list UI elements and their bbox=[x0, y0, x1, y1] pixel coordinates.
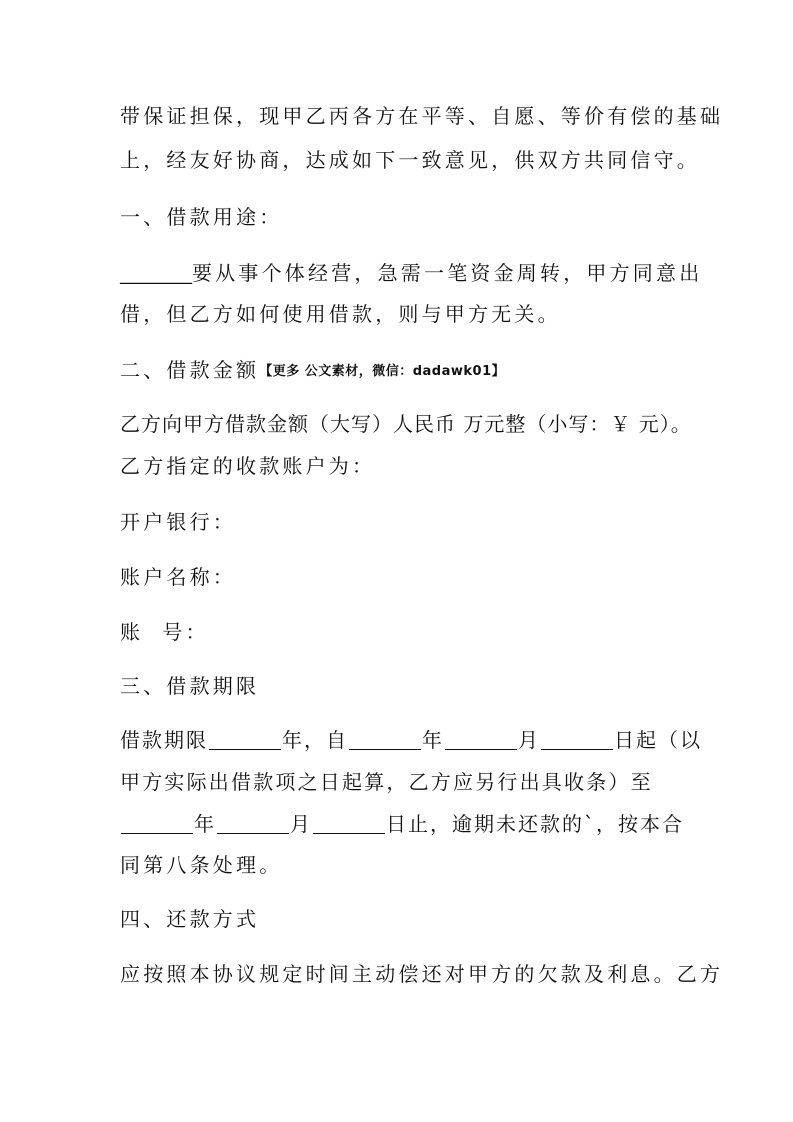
section-heading-amount bbox=[120, 356, 680, 386]
section-heading-repayment: 四、还款方式 bbox=[120, 907, 260, 931]
paragraph-line: 同第八条处理。 bbox=[120, 853, 283, 877]
blank-field: ________ bbox=[120, 264, 192, 285]
paragraph-text: 年，自 bbox=[282, 728, 348, 752]
paragraph-line: 应按照本协议规定时间主动偿还对甲方的欠款及利息。乙方 bbox=[120, 962, 724, 986]
section-heading-purpose: 一、借款用途： bbox=[120, 205, 283, 229]
paragraph-text: 借款期限 bbox=[120, 728, 208, 752]
paragraph-line bbox=[120, 726, 702, 754]
paragraph-line: 乙方指定的收款账户为： bbox=[120, 454, 376, 478]
heading-text: 二、借款金额 bbox=[120, 358, 260, 382]
paragraph-line: 乙方向甲方借款金额（大写）人民币 万元整（小写：￥ 元）。 bbox=[120, 412, 692, 436]
paragraph-line: 甲方实际出借款项之日起算，乙方应另行出具收条）至 bbox=[120, 770, 653, 794]
account-number-label: 账 号： bbox=[120, 620, 209, 644]
blank-field bbox=[209, 729, 281, 750]
paragraph-text: 年 bbox=[194, 812, 216, 836]
paragraph-text: 日起（以 bbox=[614, 728, 702, 752]
paragraph-line bbox=[120, 810, 684, 838]
paragraph-line: 带保证担保，现甲乙丙各方在平等、自愿、等价有偿的基础 bbox=[120, 104, 724, 128]
paragraph-line: 上，经友好协商，达成如下一致意见，供双方共同信守。 bbox=[120, 148, 700, 172]
paragraph-text: 年 bbox=[422, 728, 444, 752]
section-heading-term: 三、借款期限 bbox=[120, 674, 260, 698]
promo-note: 【更多 公文素材，微信：dadawk01】 bbox=[259, 364, 506, 379]
bank-label: 开户银行： bbox=[120, 510, 236, 534]
paragraph-text: 月 bbox=[290, 812, 312, 836]
blank-field bbox=[217, 813, 289, 834]
paragraph-text: 要从事个体经营，急需一笔资金周转，甲方同意出 bbox=[192, 261, 703, 285]
blank-field bbox=[445, 729, 517, 750]
account-name-label: 账户名称： bbox=[120, 565, 236, 589]
blank-field bbox=[541, 729, 613, 750]
paragraph-text: 月 bbox=[518, 728, 540, 752]
paragraph-line: 借，但乙方如何使用借款，则与甲方无关。 bbox=[120, 302, 561, 326]
blank-field bbox=[313, 813, 385, 834]
paragraph-text: 日止，逾期未还款的`，按本合 bbox=[386, 812, 684, 836]
blank-field bbox=[121, 813, 193, 834]
blank-field bbox=[349, 729, 421, 750]
paragraph-line bbox=[120, 259, 703, 289]
